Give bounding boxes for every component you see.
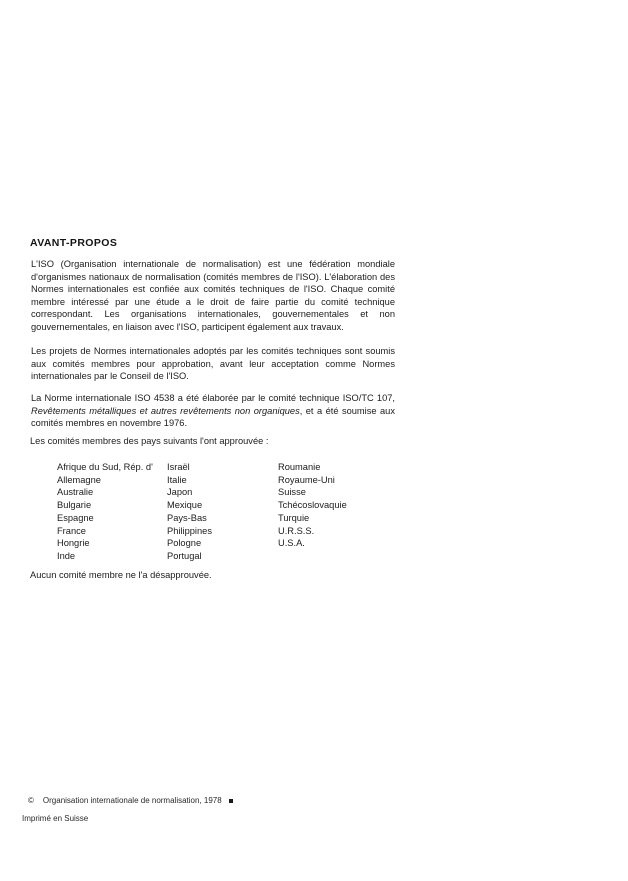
country-item: Inde bbox=[57, 550, 76, 561]
country-item: Royaume-Uni bbox=[278, 474, 335, 485]
country-item: Tchécoslovaquie bbox=[278, 500, 347, 511]
country-item: France bbox=[57, 525, 86, 536]
country-item: Portugal bbox=[167, 550, 202, 561]
paragraph-standard-origin-before: La Norme internationale ISO 4538 a été élaborée par le comité technique ISO/TC 107, bbox=[31, 393, 395, 403]
country-item: Mexique bbox=[167, 500, 203, 511]
copyright-line bbox=[28, 796, 233, 805]
paragraph-iso-description: L'ISO (Organisation internationale de normalisation) est une fédération mondiale d'organismes nationaux de normalisation (comités membres de l'ISO). L'élaboration des Normes internationales est confiée aux comités techniques de l'ISO. Chaque comité membre intéressé par une étude a le droit de faire partie du comité technique correspondant. Les organisations internationales, gouvernementales et non gouvernementales, en liaison avec l'ISO, participent également aux travaux. bbox=[31, 259, 395, 332]
country-item: Afrique du Sud, Rép. d' bbox=[57, 462, 153, 472]
countries-column-3 bbox=[278, 461, 398, 563]
technical-committee-title: Revêtements métalliques et autres revêtements non organiques bbox=[31, 405, 300, 416]
disapproval-note: Aucun comité membre ne l'a désapprouvée. bbox=[30, 570, 212, 580]
country-item: Israël bbox=[167, 462, 190, 472]
country-item: U.S.A. bbox=[278, 538, 305, 549]
country-item: Hongrie bbox=[57, 538, 90, 549]
copyright-text: Organisation internationale de normalisation, 1978 bbox=[42, 796, 222, 805]
square-bullet-icon bbox=[229, 799, 233, 803]
country-item: Japon bbox=[167, 487, 193, 498]
foreword-heading: AVANT-PROPOS bbox=[30, 237, 118, 249]
paragraph-standard-origin-after: , et a été soumise aux comités membres en novembre 1976. bbox=[31, 405, 395, 429]
paragraph-draft-approval-process: Les projets de Normes internationales adoptés par les comités techniques sont soumis aux comités membres pour approbation, avant leur acceptation comme Normes internationales par le Conseil de l'ISO. bbox=[31, 346, 395, 382]
country-item: U.R.S.S. bbox=[278, 525, 315, 536]
country-item: Pologne bbox=[167, 538, 202, 549]
country-item: Australie bbox=[57, 487, 94, 498]
country-item: Roumanie bbox=[278, 462, 321, 472]
country-item: Pays-Bas bbox=[167, 512, 207, 523]
country-item: Italie bbox=[167, 474, 187, 485]
countries-column-1 bbox=[57, 461, 167, 563]
country-item: Turquie bbox=[278, 512, 310, 523]
paragraph-standard-origin bbox=[31, 392, 395, 430]
country-item: Bulgarie bbox=[57, 500, 92, 511]
printed-in-line: Imprimé en Suisse bbox=[22, 814, 89, 823]
country-item: Suisse bbox=[278, 487, 306, 498]
country-item: Allemagne bbox=[57, 474, 101, 485]
countries-column-2 bbox=[167, 461, 278, 563]
approving-countries-list bbox=[57, 461, 398, 563]
country-item: Philippines bbox=[167, 525, 212, 536]
country-item: Espagne bbox=[57, 512, 94, 523]
copyright-icon: © bbox=[28, 796, 34, 805]
approval-intro-line: Les comités membres des pays suivants l'ont approuvée : bbox=[30, 436, 269, 446]
